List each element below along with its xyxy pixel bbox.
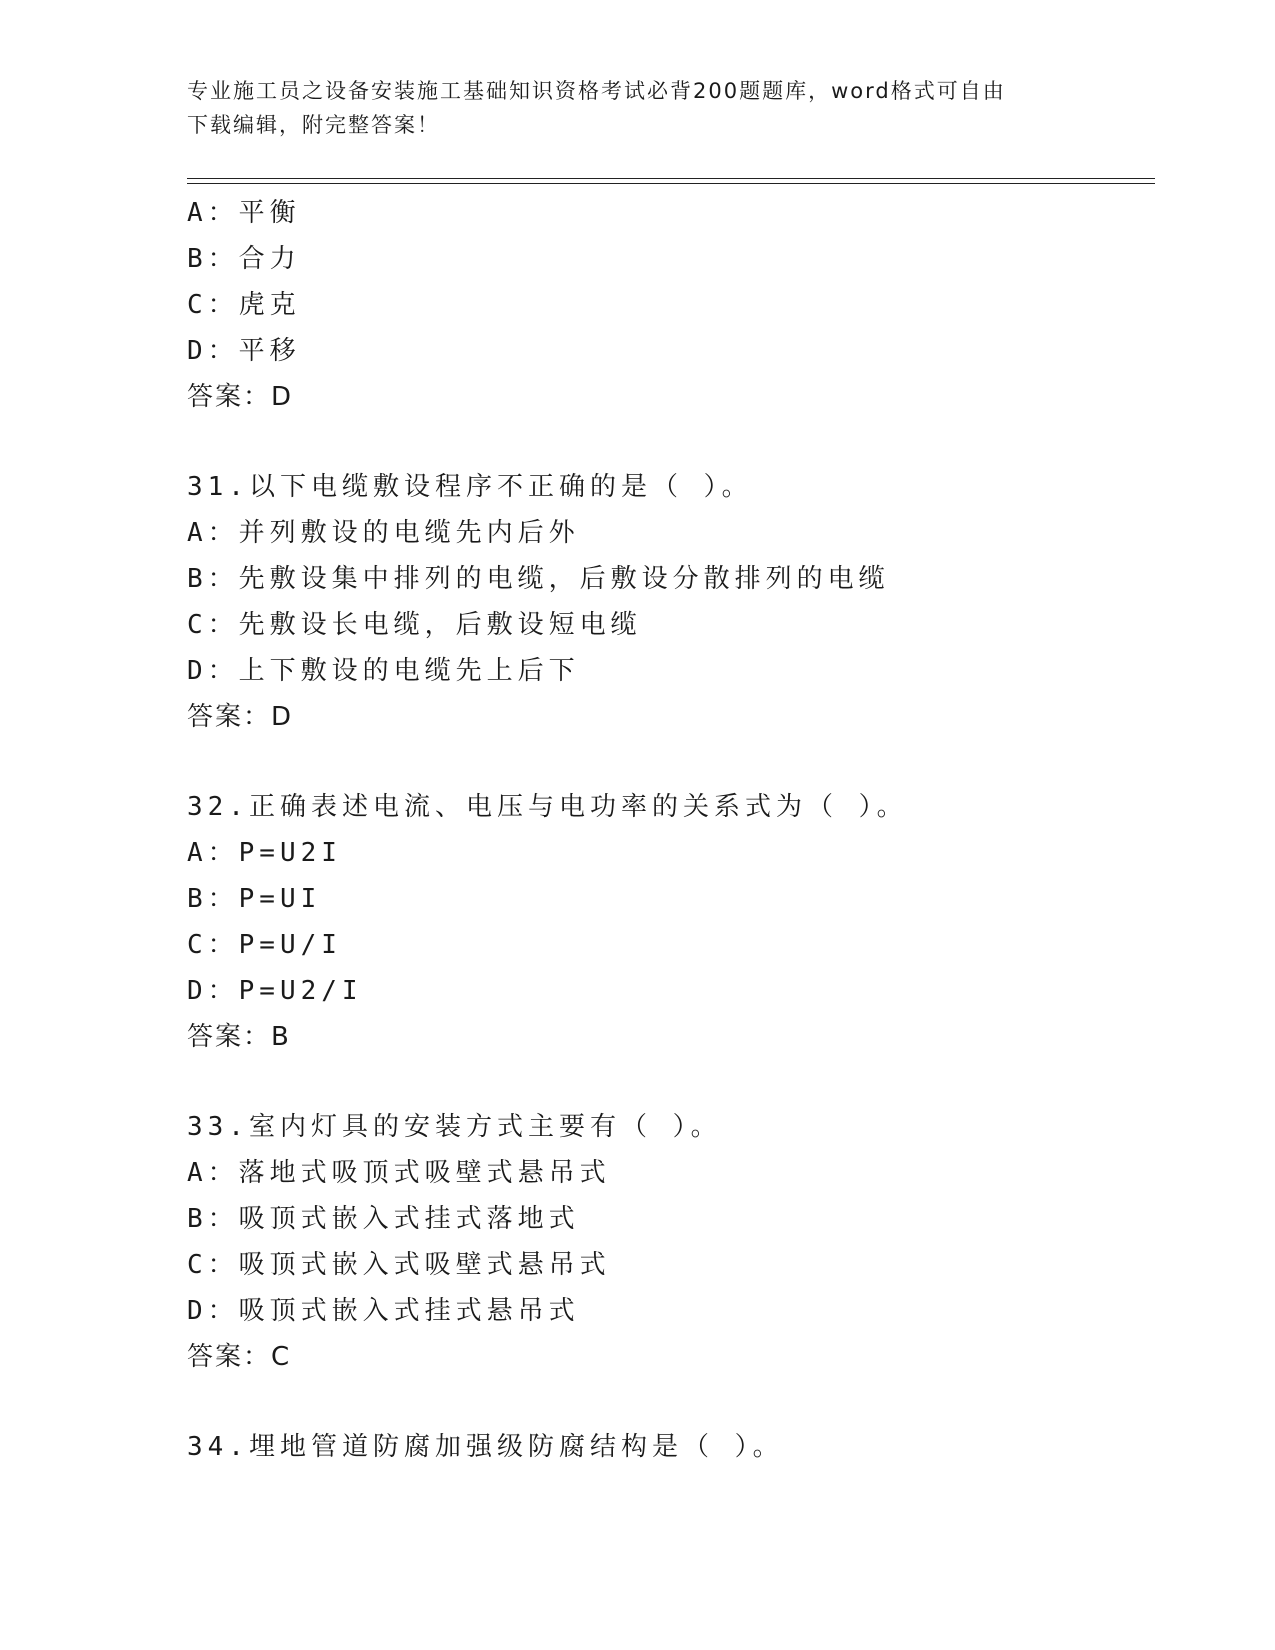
question-stem: 31.以下电缆敷设程序不正确的是（ ）。: [187, 472, 753, 502]
question-list: [187, 190, 1167, 1470]
header-divider-bottom: [187, 183, 1155, 184]
question-block-34: [187, 1424, 1167, 1470]
header-line-2: 下载编辑，附完整答案！: [187, 113, 440, 137]
option-a: A：并列敷设的电缆先内后外: [187, 518, 580, 548]
answer: 答案：D: [187, 382, 294, 412]
option-d: D：上下敷设的电缆先上后下: [187, 656, 580, 686]
option-c: C：先敷设长电缆，后敷设短电缆: [187, 610, 642, 640]
question-block-31: [187, 464, 1167, 740]
option-a: A：落地式吸顶式吸壁式悬吊式: [187, 1158, 611, 1188]
question-stem: 32.正确表述电流、电压与电功率的关系式为（ ）。: [187, 792, 908, 822]
option-a: A：P=U2I: [187, 838, 342, 868]
option-d: D：吸顶式嵌入式挂式悬吊式: [187, 1296, 580, 1326]
option-c: C：P=U/I: [187, 930, 342, 960]
document-header: [187, 74, 1087, 142]
option-b: B：合力: [187, 244, 301, 274]
option-b: B：P=UI: [187, 884, 322, 914]
option-c: C：吸顶式嵌入式吸壁式悬吊式: [187, 1250, 611, 1280]
question-block-33: [187, 1104, 1167, 1380]
answer: 答案：D: [187, 702, 294, 732]
option-b: B：先敷设集中排列的电缆，后敷设分散排列的电缆: [187, 564, 890, 594]
option-b: B：吸顶式嵌入式挂式落地式: [187, 1204, 580, 1234]
option-a: A：平衡: [187, 198, 301, 228]
option-c: C：虎克: [187, 290, 301, 320]
option-d: D：平移: [187, 336, 301, 366]
question-block-32: [187, 784, 1167, 1060]
header-line-1: 专业施工员之设备安装施工基础知识资格考试必背200题题库，word格式可自由: [187, 79, 1006, 103]
question-stem: 33.室内灯具的安装方式主要有（ ）。: [187, 1112, 722, 1142]
answer: 答案：C: [187, 1342, 292, 1372]
answer: 答案：B: [187, 1022, 291, 1052]
question-block-prev: [187, 190, 1167, 420]
option-d: D：P=U2/I: [187, 976, 363, 1006]
question-stem: 34.埋地管道防腐加强级防腐结构是（ ）。: [187, 1432, 784, 1462]
header-divider-top: [187, 178, 1155, 179]
